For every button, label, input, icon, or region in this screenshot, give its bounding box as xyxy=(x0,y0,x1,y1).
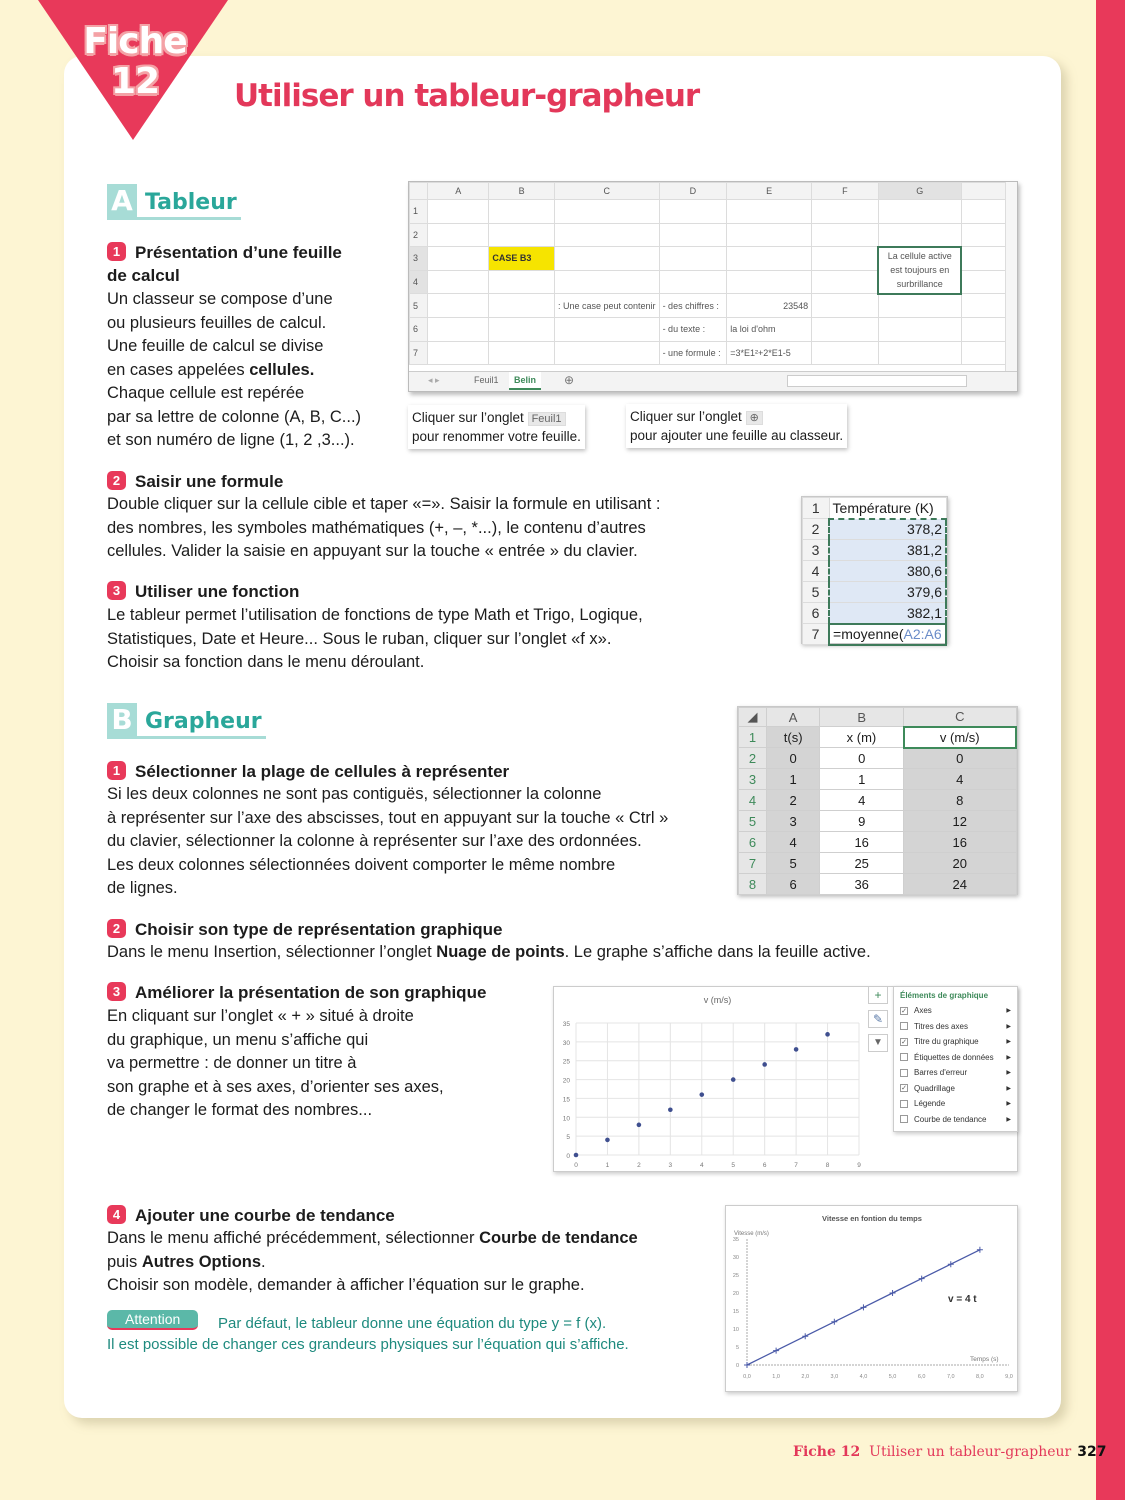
table-row xyxy=(739,853,1017,874)
table-row xyxy=(739,811,1017,832)
x-tick-label: 3,0 xyxy=(830,1374,839,1380)
a2-text: Double cliquer sur la cellule cible et taper «=». Saisir la formule en utilisant : des nombres, les symboles mathématiques (+, –, *...), le contenu d’autres cellules. Valider la saisie en appuyant sur la touche « entrée » du clavier. xyxy=(107,495,661,560)
table-cell[interactable]: 3 xyxy=(767,811,820,832)
table-cell[interactable]: 4 xyxy=(767,832,820,853)
data-point xyxy=(731,1077,736,1082)
b2-heading: 2 Choisir son type de représentation graphique xyxy=(107,918,502,941)
y-tick-label: 5 xyxy=(566,1134,570,1142)
menu-item[interactable]: ✓ Axes ▶ xyxy=(901,1006,1011,1016)
table-cell[interactable]: 8 xyxy=(904,790,1016,811)
note-add-sheet: Cliquer sur l’onglet ⊕ pour ajouter une feuille au classeur. xyxy=(626,404,847,448)
data-marker xyxy=(860,1304,866,1310)
b1-text: Si les deux colonnes ne sont pas contiguës, sélectionner la colonne à représenter sur l’axe des abscisses, tout en appuyant sur la touche « Ctrl » du clavier, sélectionner la colonne à représenter sur l’axe des ordonnées. Les deux colonnes sélectionnées doivent comporter le même nombre de lignes. xyxy=(107,785,669,897)
section-a-heading: A Tableur xyxy=(107,184,241,220)
x-tick-label: 5 xyxy=(731,1162,736,1169)
table-row xyxy=(739,874,1017,895)
row-header: 8 xyxy=(739,874,767,895)
table-cell[interactable]: 25 xyxy=(820,853,904,874)
checkbox[interactable]: ✓ xyxy=(901,1085,907,1093)
x-tick-label: 2 xyxy=(637,1162,641,1169)
formula-cell[interactable]: =moyenne(A2:A6 xyxy=(829,624,946,645)
x-tick-label: 0,0 xyxy=(743,1374,751,1380)
b1-heading: 1 Sélectionner la plage de cellules à représenter xyxy=(107,760,509,783)
y-tick-label: 25 xyxy=(732,1273,739,1279)
y-tick-label: 0 xyxy=(735,1363,739,1369)
sheet-tab-bar xyxy=(409,371,1017,391)
b4-text: Dans le menu affiché précédemment, sélectionner Courbe de tendance puis Autres Options. Choisir son modèle, demander à afficher l’équation sur le graphe. xyxy=(107,1229,638,1294)
vertical-scrollbar[interactable] xyxy=(1005,182,1017,371)
data-point xyxy=(668,1107,673,1112)
data-marker xyxy=(977,1247,983,1253)
chevron-right-icon: ▶ xyxy=(1006,1116,1011,1123)
table-cell[interactable]: x (m) xyxy=(820,727,904,748)
row-header: 1 xyxy=(739,727,767,748)
chevron-right-icon: ▶ xyxy=(1006,1054,1011,1061)
checkbox[interactable] xyxy=(900,1069,908,1077)
chevron-right-icon: ▶ xyxy=(1006,1101,1011,1108)
page-title: Utiliser un tableur-grapheur xyxy=(234,78,700,114)
chart-elements-plus-button[interactable]: + xyxy=(868,986,888,1004)
y-tick-label: 10 xyxy=(562,1115,570,1123)
sheet-tab-belin[interactable]: Belin xyxy=(509,372,541,390)
data-marker xyxy=(831,1319,837,1325)
table-cell[interactable]: 4 xyxy=(904,769,1016,790)
table-row xyxy=(739,790,1017,811)
checkbox[interactable] xyxy=(900,1115,908,1123)
chart-elements-menu: Éléments de graphique ✓ Axes ▶ Titres des axes ▶ ✓ Titre du graphique ▶ Étiquettes de données ▶ Barres d'erreur ▶ ✓ Quadrillage ▶ Légende ▶ Courbe de tendance ▶ xyxy=(893,986,1018,1132)
attention-line1: Par défaut, le tableur donne une équation du type y = f (x). xyxy=(218,1315,607,1332)
attention-badge: Attention xyxy=(107,1310,198,1330)
active-cell-g3[interactable]: La cellule active est toujours en surbrillance xyxy=(878,247,961,294)
y-tick-label: 15 xyxy=(732,1309,739,1315)
scroll-left-icon[interactable]: ◂ ▸ xyxy=(428,375,440,385)
data-marker xyxy=(773,1348,779,1354)
x-tick-label: 7,0 xyxy=(946,1374,955,1380)
table-cell[interactable]: 24 xyxy=(904,874,1016,895)
y-tick-label: 20 xyxy=(562,1077,570,1085)
y-tick-label: 35 xyxy=(732,1237,739,1243)
y-tick-label: 20 xyxy=(732,1291,739,1297)
table-row xyxy=(739,832,1017,853)
y-axis-label: Vitesse (m/s) xyxy=(734,1231,769,1237)
menu-item[interactable]: Étiquettes de données ▶ xyxy=(894,1050,1017,1066)
y-tick-label: 35 xyxy=(562,1021,570,1028)
menu-item[interactable]: Légende ▶ xyxy=(894,1096,1017,1112)
b3-heading: 3 Améliorer la présentation de son graphique xyxy=(107,981,486,1004)
y-tick-label: 5 xyxy=(735,1345,739,1351)
fiche-badge: Fiche 12 xyxy=(83,21,187,102)
y-tick-label: 15 xyxy=(562,1096,570,1104)
table-cell[interactable]: t(s) xyxy=(767,727,820,748)
table-cell[interactable]: 36 xyxy=(820,874,904,895)
checkbox[interactable] xyxy=(900,1100,908,1108)
checkbox[interactable]: ✓ xyxy=(901,1038,907,1046)
data-point xyxy=(605,1138,610,1143)
table-cell[interactable]: 12 xyxy=(904,811,1016,832)
x-tick-label: 1 xyxy=(605,1162,610,1169)
add-sheet-icon[interactable]: ⊕ xyxy=(564,373,575,387)
temperature-table: 1 Température (K) 2 378,2 3 381,2 4 380,6 5 379,6 6 382,1 7 =moyenne(A2:A6 xyxy=(801,496,948,644)
x-tick-label: 9 xyxy=(857,1162,861,1169)
table-cell[interactable]: 20 xyxy=(904,853,1016,874)
chevron-right-icon: ▶ xyxy=(1006,1070,1011,1077)
row-header: 2 xyxy=(739,748,767,769)
checkbox[interactable]: ✓ xyxy=(901,1007,907,1015)
menu-item[interactable]: Courbe de tendance ▶ xyxy=(894,1112,1017,1128)
x-tick-label: 6,0 xyxy=(917,1374,926,1380)
a2-heading: 2 Saisir une formule xyxy=(107,470,283,493)
chart-filter-icon[interactable]: ▼ xyxy=(868,1034,888,1052)
y-tick-label: 30 xyxy=(732,1255,739,1261)
section-b-heading: B Grapheur xyxy=(107,703,266,739)
checkbox[interactable] xyxy=(900,1053,908,1061)
x-tick-label: 8 xyxy=(825,1162,830,1169)
sheet-tab-feuil1[interactable]: Feuil1 xyxy=(474,375,499,385)
chart-styles-brush-icon[interactable]: ✎ xyxy=(868,1010,888,1028)
x-tick-label: 4 xyxy=(699,1162,704,1169)
table-cell[interactable]: 9 xyxy=(820,811,904,832)
table-cell[interactable]: 4 xyxy=(820,790,904,811)
x-tick-label: 5,0 xyxy=(888,1374,897,1380)
data-point xyxy=(574,1153,579,1158)
data-point xyxy=(637,1123,642,1128)
table-cell[interactable]: 0 xyxy=(820,748,904,769)
y-tick-label: 10 xyxy=(732,1327,739,1333)
x-axis-label: Temps (s) xyxy=(970,1356,999,1363)
table-row xyxy=(739,769,1017,790)
right-edge-bar xyxy=(1096,0,1125,1500)
b3-text: En cliquant sur l’onglet « + » situé à droite du graphique, un menu s’affiche qui va permettre : de donner un titre à son graphe et à ses axes, d’orienter ses axes, de changer le format des nombres... xyxy=(107,1007,444,1119)
a3-heading: 3 Utiliser une fonction xyxy=(107,580,299,603)
note-rename-sheet: Cliquer sur l’onglet Feuil1 pour renommer votre feuille. xyxy=(408,405,585,449)
chevron-right-icon: ▶ xyxy=(1006,1039,1011,1046)
data-marker xyxy=(802,1333,808,1339)
a1-heading: 1 Présentation d’une feuille de calcul xyxy=(107,243,342,285)
x-tick-label: 1,0 xyxy=(772,1374,780,1380)
chart-title: v (m/s) xyxy=(703,995,732,1005)
x-tick-label: 3 xyxy=(668,1162,673,1169)
x-tick-label: 2,0 xyxy=(801,1374,810,1380)
data-marker xyxy=(919,1276,925,1282)
row-header: 7 xyxy=(739,853,767,874)
table-cell[interactable]: 5 xyxy=(767,853,820,874)
spreadsheet-screenshot: A B C D E F G 1 2 3 CASE B3 La cellule active est toujours en surbrillance 4 5 Une case peut contenir : - des chiffres : 23548 6 - du texte : la loi d'ohm 7 - une formule : =3*E1²+2*E1-5 ◂ ▸ Feuil1 Belin ⊕ xyxy=(408,181,1018,392)
chevron-right-icon: ▶ xyxy=(1006,1008,1011,1015)
x-tick-label: 8,0 xyxy=(976,1374,984,1380)
attention-line2: Il est possible de changer ces grandeurs physiques sur l’équation qui s’affiche. xyxy=(107,1336,629,1353)
row-header: 5 xyxy=(739,811,767,832)
table-cell[interactable]: 16 xyxy=(820,832,904,853)
x-tick-label: 4,0 xyxy=(859,1374,868,1380)
table-row xyxy=(739,727,1017,748)
data-marker xyxy=(744,1362,750,1368)
table-cell[interactable]: v (m/s) xyxy=(904,727,1016,748)
row-header: 6 xyxy=(739,832,767,853)
data-point xyxy=(825,1032,830,1037)
table-cell[interactable]: 2 xyxy=(767,790,820,811)
b4-heading: 4 Ajouter une courbe de tendance xyxy=(107,1204,395,1227)
table-cell[interactable]: 0 xyxy=(767,748,820,769)
scatter-chart xyxy=(554,987,894,1173)
menu-item[interactable]: Barres d'erreur ▶ xyxy=(894,1065,1017,1081)
data-point xyxy=(762,1062,767,1067)
x-tick-label: 6 xyxy=(762,1162,767,1169)
table-cell[interactable]: 6 xyxy=(767,874,820,895)
trendline-chart xyxy=(726,1206,1019,1393)
checkbox[interactable] xyxy=(900,1022,908,1030)
data-point xyxy=(699,1092,704,1097)
menu-item[interactable]: ✓ Quadrillage ▶ xyxy=(901,1083,1011,1093)
trendline-chart-screenshot xyxy=(725,1205,1018,1392)
row-header: 4 xyxy=(739,790,767,811)
y-tick-label: 25 xyxy=(562,1058,570,1066)
page-footer: Fiche 12 Utiliser un tableur-grapheur 327 xyxy=(793,1444,1107,1460)
data-point xyxy=(794,1047,799,1052)
x-tick-label: 9,0 xyxy=(1005,1374,1013,1380)
equation-annotation: v = 4 t xyxy=(948,1294,977,1305)
chevron-right-icon: ▶ xyxy=(1006,1023,1011,1030)
chart-title: Vitesse en fontion du temps xyxy=(822,1214,922,1223)
data-marker xyxy=(948,1261,954,1267)
cell-b3[interactable]: CASE B3 xyxy=(489,247,555,271)
table-cell[interactable]: 1 xyxy=(767,769,820,790)
table-cell[interactable]: 0 xyxy=(904,748,1016,769)
table-row xyxy=(739,748,1017,769)
a1-text: Un classeur se compose d’une ou plusieurs feuilles de calcul. Une feuille de calcul se divise en cases appelées cellules. Chaque cellule est repérée par sa lettre de colonne (A, B, C...) et son numéro de ligne (1, 2 ,3...). xyxy=(107,290,362,449)
x-tick-label: 7 xyxy=(794,1162,798,1169)
row-header: 3 xyxy=(739,769,767,790)
a3-text: Le tableur permet l’utilisation de fonctions de type Math et Trigo, Logique, Statistiques, Date et Heure... Sous le ruban, cliquer sur l’onglet «f x». Choisir sa fonction dans le menu déroulant. xyxy=(107,606,643,671)
menu-item[interactable]: ✓ Titre du graphique ▶ xyxy=(901,1037,1011,1047)
x-tick-label: 0 xyxy=(574,1162,578,1169)
horizontal-scrollbar[interactable] xyxy=(787,375,967,387)
b2-text: Dans le menu Insertion, sélectionner l’onglet Nuage de points. Le graphe s’affiche dans la feuille active. xyxy=(107,943,871,961)
y-tick-label: 0 xyxy=(566,1153,570,1160)
chevron-right-icon: ▶ xyxy=(1006,1085,1011,1092)
y-tick-label: 30 xyxy=(562,1039,570,1047)
menu-item[interactable]: Titres des axes ▶ xyxy=(894,1019,1017,1035)
data-marker xyxy=(890,1290,896,1296)
motion-data-table: ◢ A B C 1 t(s) x (m) v (m/s) 2 0 0 0 3 1 1 4 4 2 4 8 5 3 9 12 6 4 16 16 7 5 25 20 8 6 36 24 xyxy=(737,706,1018,895)
table-cell[interactable]: 1 xyxy=(820,769,904,790)
table-cell[interactable]: 16 xyxy=(904,832,1016,853)
